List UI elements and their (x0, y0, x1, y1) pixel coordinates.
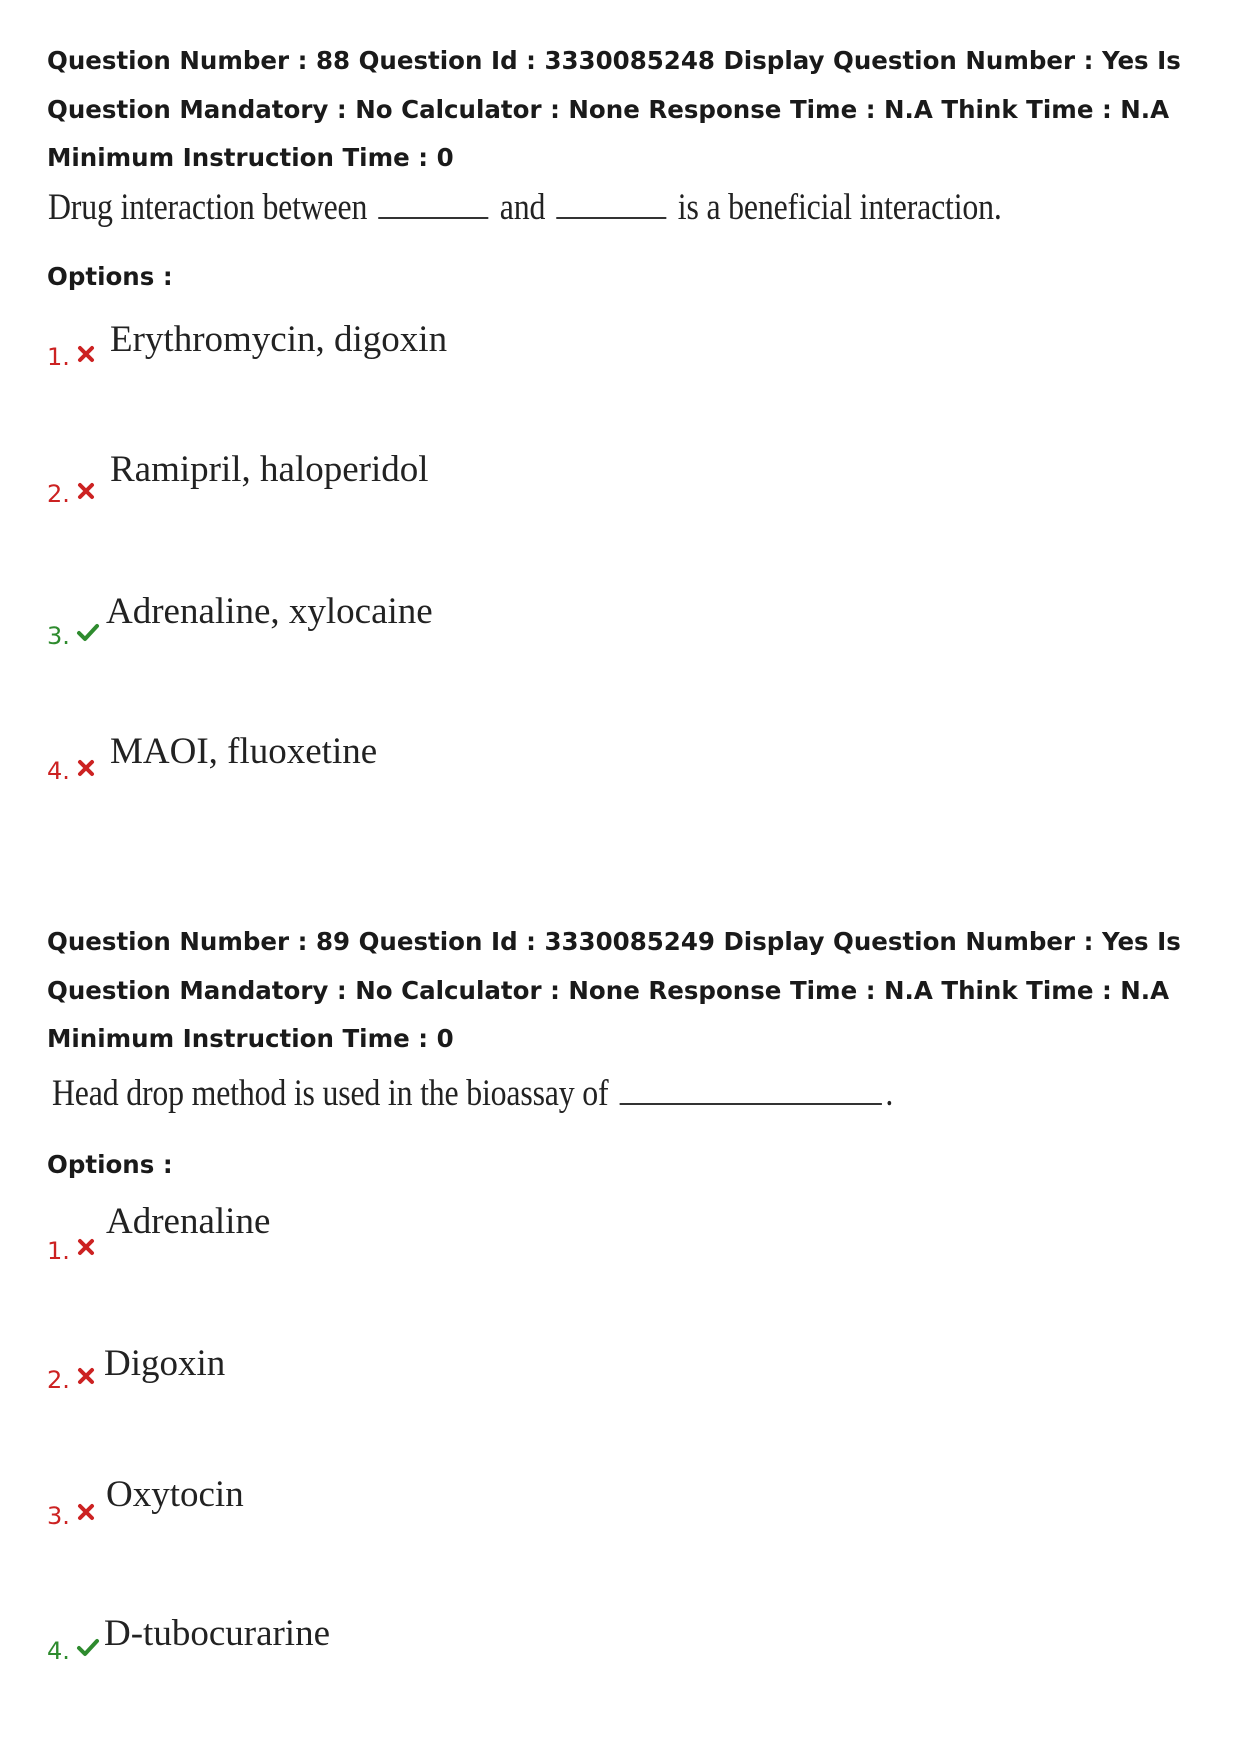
question-88-option-3-text[interactable]: Adrenaline, xylocaine (106, 591, 433, 632)
question-88-blank-2 (556, 187, 666, 219)
question-88-option-2-number: 2. (47, 480, 70, 508)
question-88-option-4-text[interactable]: MAOI, fluoxetine (110, 731, 378, 772)
question-88-option-4-number: 4. (47, 757, 70, 785)
question-89-blank-1 (620, 1073, 882, 1105)
question-89-text-part2: . (885, 1073, 894, 1114)
question-89-option-3-number: 3. (47, 1502, 70, 1530)
question-88-option-3-number: 3. (47, 622, 70, 650)
question-88-options-label: Options : (47, 262, 173, 291)
question-89-option-1-text[interactable]: Adrenaline (106, 1201, 271, 1242)
cross-icon (76, 1237, 96, 1257)
question-89-meta: Question Number : 89 Question Id : 3330085249 Display Question Number : Yes Is Question Mandatory : No Calculator : None Response Time : N.A Think Time : N.A Minimum Instruction Time : 0 (47, 927, 1181, 1053)
question-89-option-1-number: 1. (47, 1237, 70, 1265)
question-88-option-2-text[interactable]: Ramipril, haloperidol (110, 449, 429, 490)
question-88-option-1-number: 1. (47, 343, 70, 371)
question-89-text-part1: Head drop method is used in the bioassay of (52, 1073, 609, 1114)
question-89-options-label: Options : (47, 1150, 173, 1179)
check-icon (76, 1637, 100, 1657)
cross-icon (76, 481, 96, 501)
cross-icon (76, 344, 96, 364)
question-88-text-part3: is a beneficial interaction. (677, 187, 1002, 228)
question-88-text (48, 186, 1002, 229)
question-89-option-3-text[interactable]: Oxytocin (106, 1474, 244, 1515)
question-89-text (52, 1072, 893, 1115)
question-88-blank-1 (378, 187, 488, 219)
check-icon (76, 622, 100, 642)
question-89-option-4-number: 4. (47, 1637, 70, 1665)
cross-icon (76, 1366, 96, 1386)
cross-icon (76, 758, 96, 778)
question-88-option-1-text[interactable]: Erythromycin, digoxin (110, 319, 448, 360)
question-89-option-2-text[interactable]: Digoxin (104, 1343, 226, 1384)
question-88-text-part1: Drug interaction between (48, 187, 368, 228)
question-88-meta: Question Number : 88 Question Id : 3330085248 Display Question Number : Yes Is Question Mandatory : No Calculator : None Response Time : N.A Think Time : N.A Minimum Instruction Time : 0 (47, 46, 1181, 172)
question-89-option-4-text[interactable]: D-tubocurarine (104, 1613, 331, 1654)
question-88-text-part2: and (499, 187, 546, 228)
cross-icon (76, 1502, 96, 1522)
question-89-option-2-number: 2. (47, 1366, 70, 1394)
